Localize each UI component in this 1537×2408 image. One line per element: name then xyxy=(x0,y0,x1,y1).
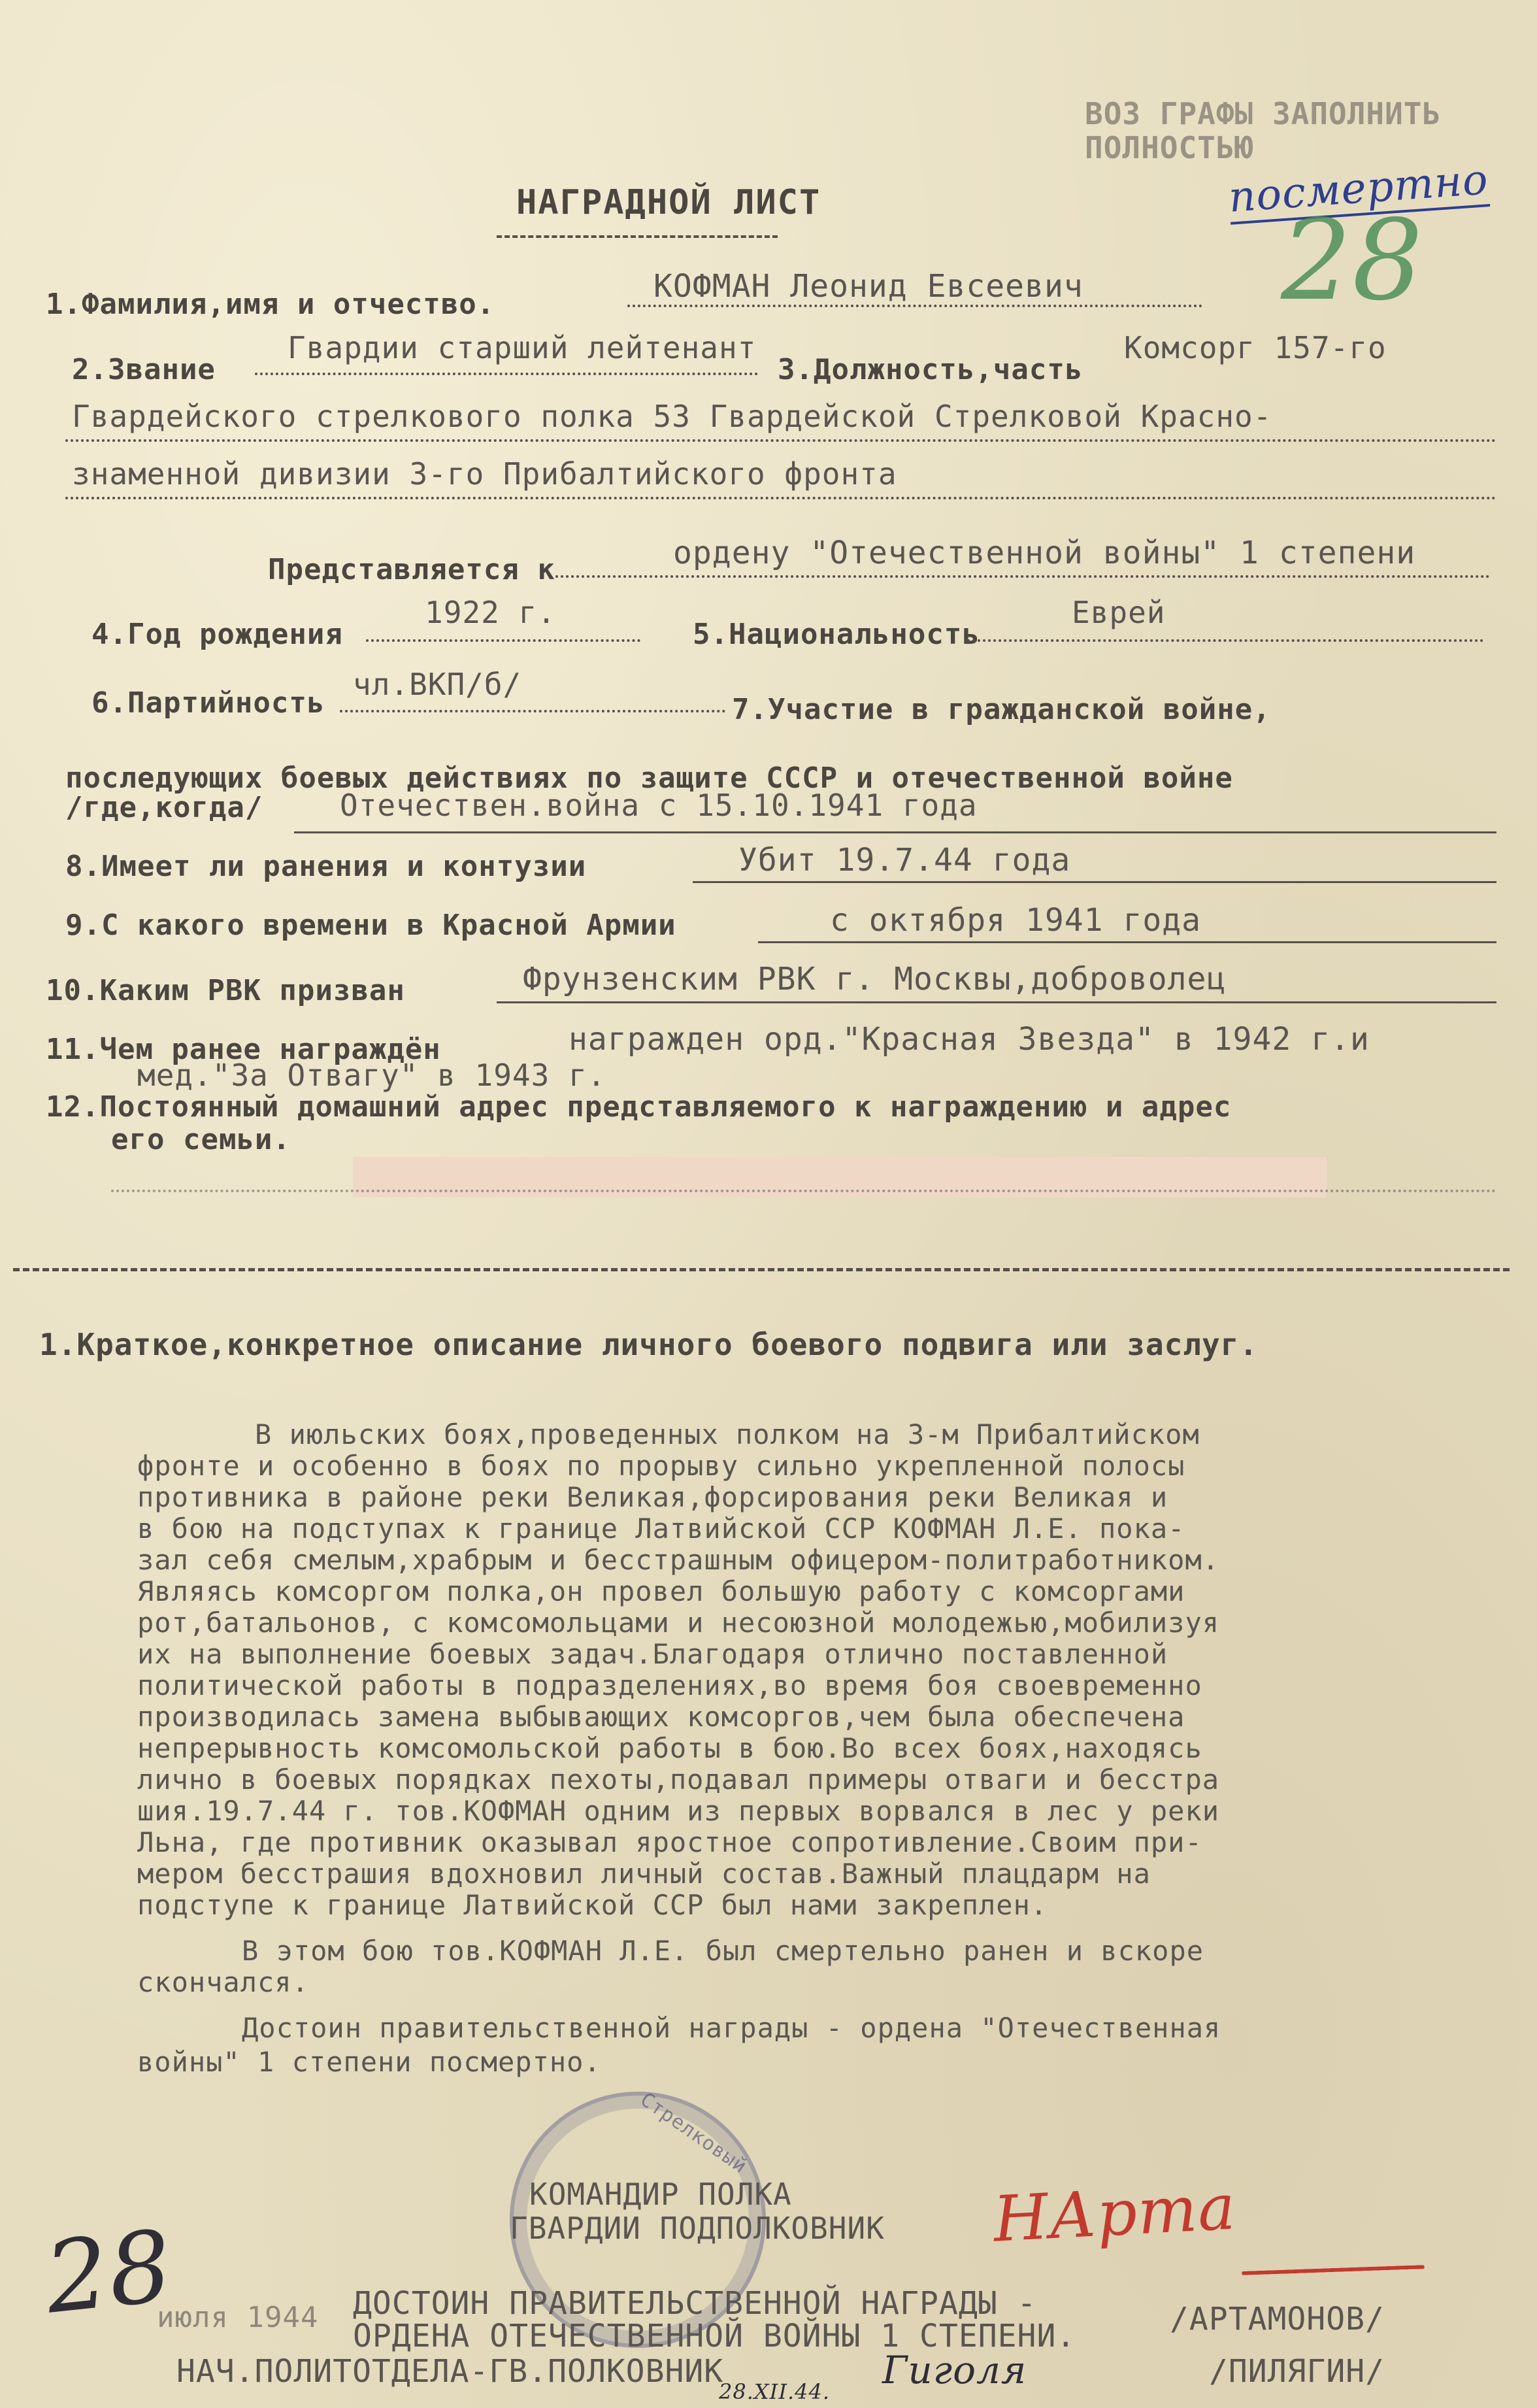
field-3-line-2-dots xyxy=(65,439,1496,442)
field-5-dots xyxy=(967,639,1483,642)
description-line: подступе к границе Латвийской ССР был нами закреплен. xyxy=(137,1889,1048,1921)
commander-name: /АРТАМОНОВ/ xyxy=(1170,2301,1385,2337)
commander-title-line-1: КОМАНДИР ПОЛКА xyxy=(529,2177,792,2212)
commander-title-line-2: ГВАРДИИ ПОДПОЛКОВНИК xyxy=(510,2211,885,2246)
field-11-value-2: мед."За Отвагу" в 1943 г. xyxy=(137,1058,606,1093)
field-8-label: 8.Имеет ли ранения и контузии xyxy=(65,850,587,883)
presented-value: ордену "Отечественной войны" 1 степени xyxy=(673,535,1416,571)
description-line: Достоин правительственной награды - ордена "Отечественная xyxy=(242,2012,1221,2044)
field-6-dots xyxy=(340,710,725,712)
description-line: Льна, где противник оказывал яростное сопротивление.Своим при- xyxy=(137,1826,1202,1858)
description-line: В этом бою тов.КОФМАН Л.Е. был смертельно ранен и вскоре xyxy=(242,1935,1204,1967)
field-12-label: 12.Постоянный домашний адрес представляемого к награждению и адрес xyxy=(46,1090,1232,1124)
stamp-text: Стрелковый xyxy=(636,2088,752,2179)
presented-dots xyxy=(555,575,1490,578)
field-10-underline xyxy=(497,1001,1496,1003)
field-4-value: 1922 г. xyxy=(425,595,556,630)
presented-label: Представляется к xyxy=(268,553,555,586)
field-2-dots xyxy=(255,373,758,375)
description-line: шия.19.7.44 г. тов.КОФМАН одним из первых ворвался в лес у реки xyxy=(137,1795,1220,1827)
worthy-line-1: ДОСТОИН ПРАВИТЕЛЬСТВЕННОЙ НАГРАДЫ - xyxy=(353,2285,1037,2322)
description-line: непрерывность комсомольской работы в бою.Во всех боях,находясь xyxy=(137,1732,1202,1764)
field-7-underline xyxy=(294,831,1496,833)
field-9-value: с октября 1941 года xyxy=(830,902,1202,939)
description-line: войны" 1 степени посмертно. xyxy=(137,2046,601,2078)
field-3-value-start: Комсорг 157-го xyxy=(1124,330,1387,365)
description-line: производилась замена выбывающих комсоргов,чем была обеспечена xyxy=(137,1701,1185,1733)
field-2-label: 2.Звание xyxy=(72,353,216,386)
field-12-label-2: его семьи. xyxy=(111,1123,291,1156)
field-3-line-3-dots xyxy=(65,497,1496,499)
title-underline xyxy=(497,235,778,238)
politotdel-signature: Гиголя xyxy=(882,2348,1027,2392)
section-separator xyxy=(13,1268,1510,1271)
field-6-value: чл.ВКП/б/ xyxy=(353,667,522,702)
field-12-dots xyxy=(111,1190,1496,1192)
field-7-line-3-label: /где,когда/ xyxy=(65,791,263,824)
description-line: фронте и особенно в боях по прорыву сильно укрепленной полосы xyxy=(137,1450,1185,1482)
field-1-label: 1.Фамилия,имя и отчество. xyxy=(46,288,495,321)
field-9-underline xyxy=(758,941,1496,943)
description-line: рот,батальонов, с комсомольцами и несоюзной молодежью,мобилизуя xyxy=(137,1607,1220,1639)
politotdel-name: /ПИЛЯГИН/ xyxy=(1209,2353,1385,2390)
posthumously-handwritten-note: посмертно xyxy=(1227,156,1490,225)
document-title: НАГРАДНОЙ ЛИСТ xyxy=(516,183,821,222)
field-3-line-2: Гвардейского стрелкового полка 53 Гвардейской Стрелковой Красно- xyxy=(72,399,1272,434)
field-7-label: 7.Участие в гражданской войне, xyxy=(732,693,1271,726)
field-3-label: 3.Должность,часть xyxy=(778,353,1083,386)
field-4-label: 4.Год рождения xyxy=(91,618,343,651)
field-5-value: Еврей xyxy=(1072,595,1166,630)
field-11-label: 11.Чем ранее награждён xyxy=(46,1033,441,1066)
date-partial: июля 1944 xyxy=(157,2301,319,2334)
field-11-value: награжден орд."Красная Звезда" в 1942 г.и xyxy=(569,1021,1370,1058)
left-margin-number: 28 xyxy=(40,2209,178,2336)
field-5-label: 5.Национальность xyxy=(693,618,980,651)
field-2-value: Гвардии старший лейтенант xyxy=(288,330,757,365)
description-line: мером бесстрашия вдохновил личный состав.Важный плацдарм на xyxy=(137,1858,1151,1890)
description-line: зал себя смелым,храбрым и бесстрашным офицером-политработником. xyxy=(137,1544,1220,1576)
description-line: лично в боевых порядках пехоты,подавал примеры отваги и бесстра xyxy=(137,1764,1220,1796)
description-line: В июльских боях,проведенных полком на 3-м Прибалтийском xyxy=(255,1418,1200,1450)
red-signature-stroke xyxy=(1242,2265,1425,2275)
field-8-underline xyxy=(693,881,1496,883)
green-pencil-number: 28 xyxy=(1281,196,1424,326)
field-1-dots xyxy=(627,305,1202,307)
description-line: скончался. xyxy=(137,1966,309,1998)
field-10-label: 10.Каким РВК призван xyxy=(46,974,405,1007)
commander-signature: НАрта xyxy=(991,2170,1238,2256)
field-7-value: Отечествен.война с 15.10.1941 года xyxy=(340,788,978,823)
field-9-label: 9.С какого времени в Красной Армии xyxy=(65,909,676,942)
field-7-line-2: последующих боевых действиях по защите СССР и отечественной войне xyxy=(65,761,1233,795)
field-10-value: Фрунзенским РВК г. Москвы,доброволец xyxy=(523,961,1227,997)
worthy-line-2: ОРДЕНА ОТЕЧЕСТВЕННОЙ ВОЙНЫ 1 СТЕПЕНИ. xyxy=(353,2318,1076,2354)
description-line: в бою на подступах к границе Латвийской ССР КОФМАН Л.Е. пока- xyxy=(137,1513,1185,1545)
description-line: противника в районе реки Великая,форсирования реки Великая и xyxy=(137,1481,1168,1513)
field-8-value: Убит 19.7.44 года xyxy=(738,842,1071,878)
description-heading: 1.Краткое,конкретное описание личного боевого подвига или заслуг. xyxy=(39,1327,1259,1362)
field-3-line-3: знаменной дивизии 3-го Прибалтийского фронта xyxy=(72,456,897,492)
field-1-value: КОФМАН Леонид Евсеевич xyxy=(653,268,1083,305)
top-right-stamp-text: ВОЗ ГРАФЫ ЗАПОЛНИТЬ ПОЛНОСТЬЮ xyxy=(1085,96,1442,165)
bottom-date: 28.XII.44. xyxy=(719,2379,831,2404)
politotdel-title: НАЧ.ПОЛИТОТДЕЛА-ГВ.ПОЛКОВНИК xyxy=(176,2353,724,2390)
field-4-dots xyxy=(366,639,640,642)
description-line: их на выполнение боевых задач.Благодаря отлично поставленной xyxy=(137,1638,1168,1670)
field-6-label: 6.Партийность xyxy=(91,686,325,720)
description-line: Являясь комсоргом полка,он провел большую работу с комсоргами xyxy=(137,1575,1185,1607)
description-line: политической работы в подразделениях,во время боя своевременно xyxy=(137,1669,1202,1701)
